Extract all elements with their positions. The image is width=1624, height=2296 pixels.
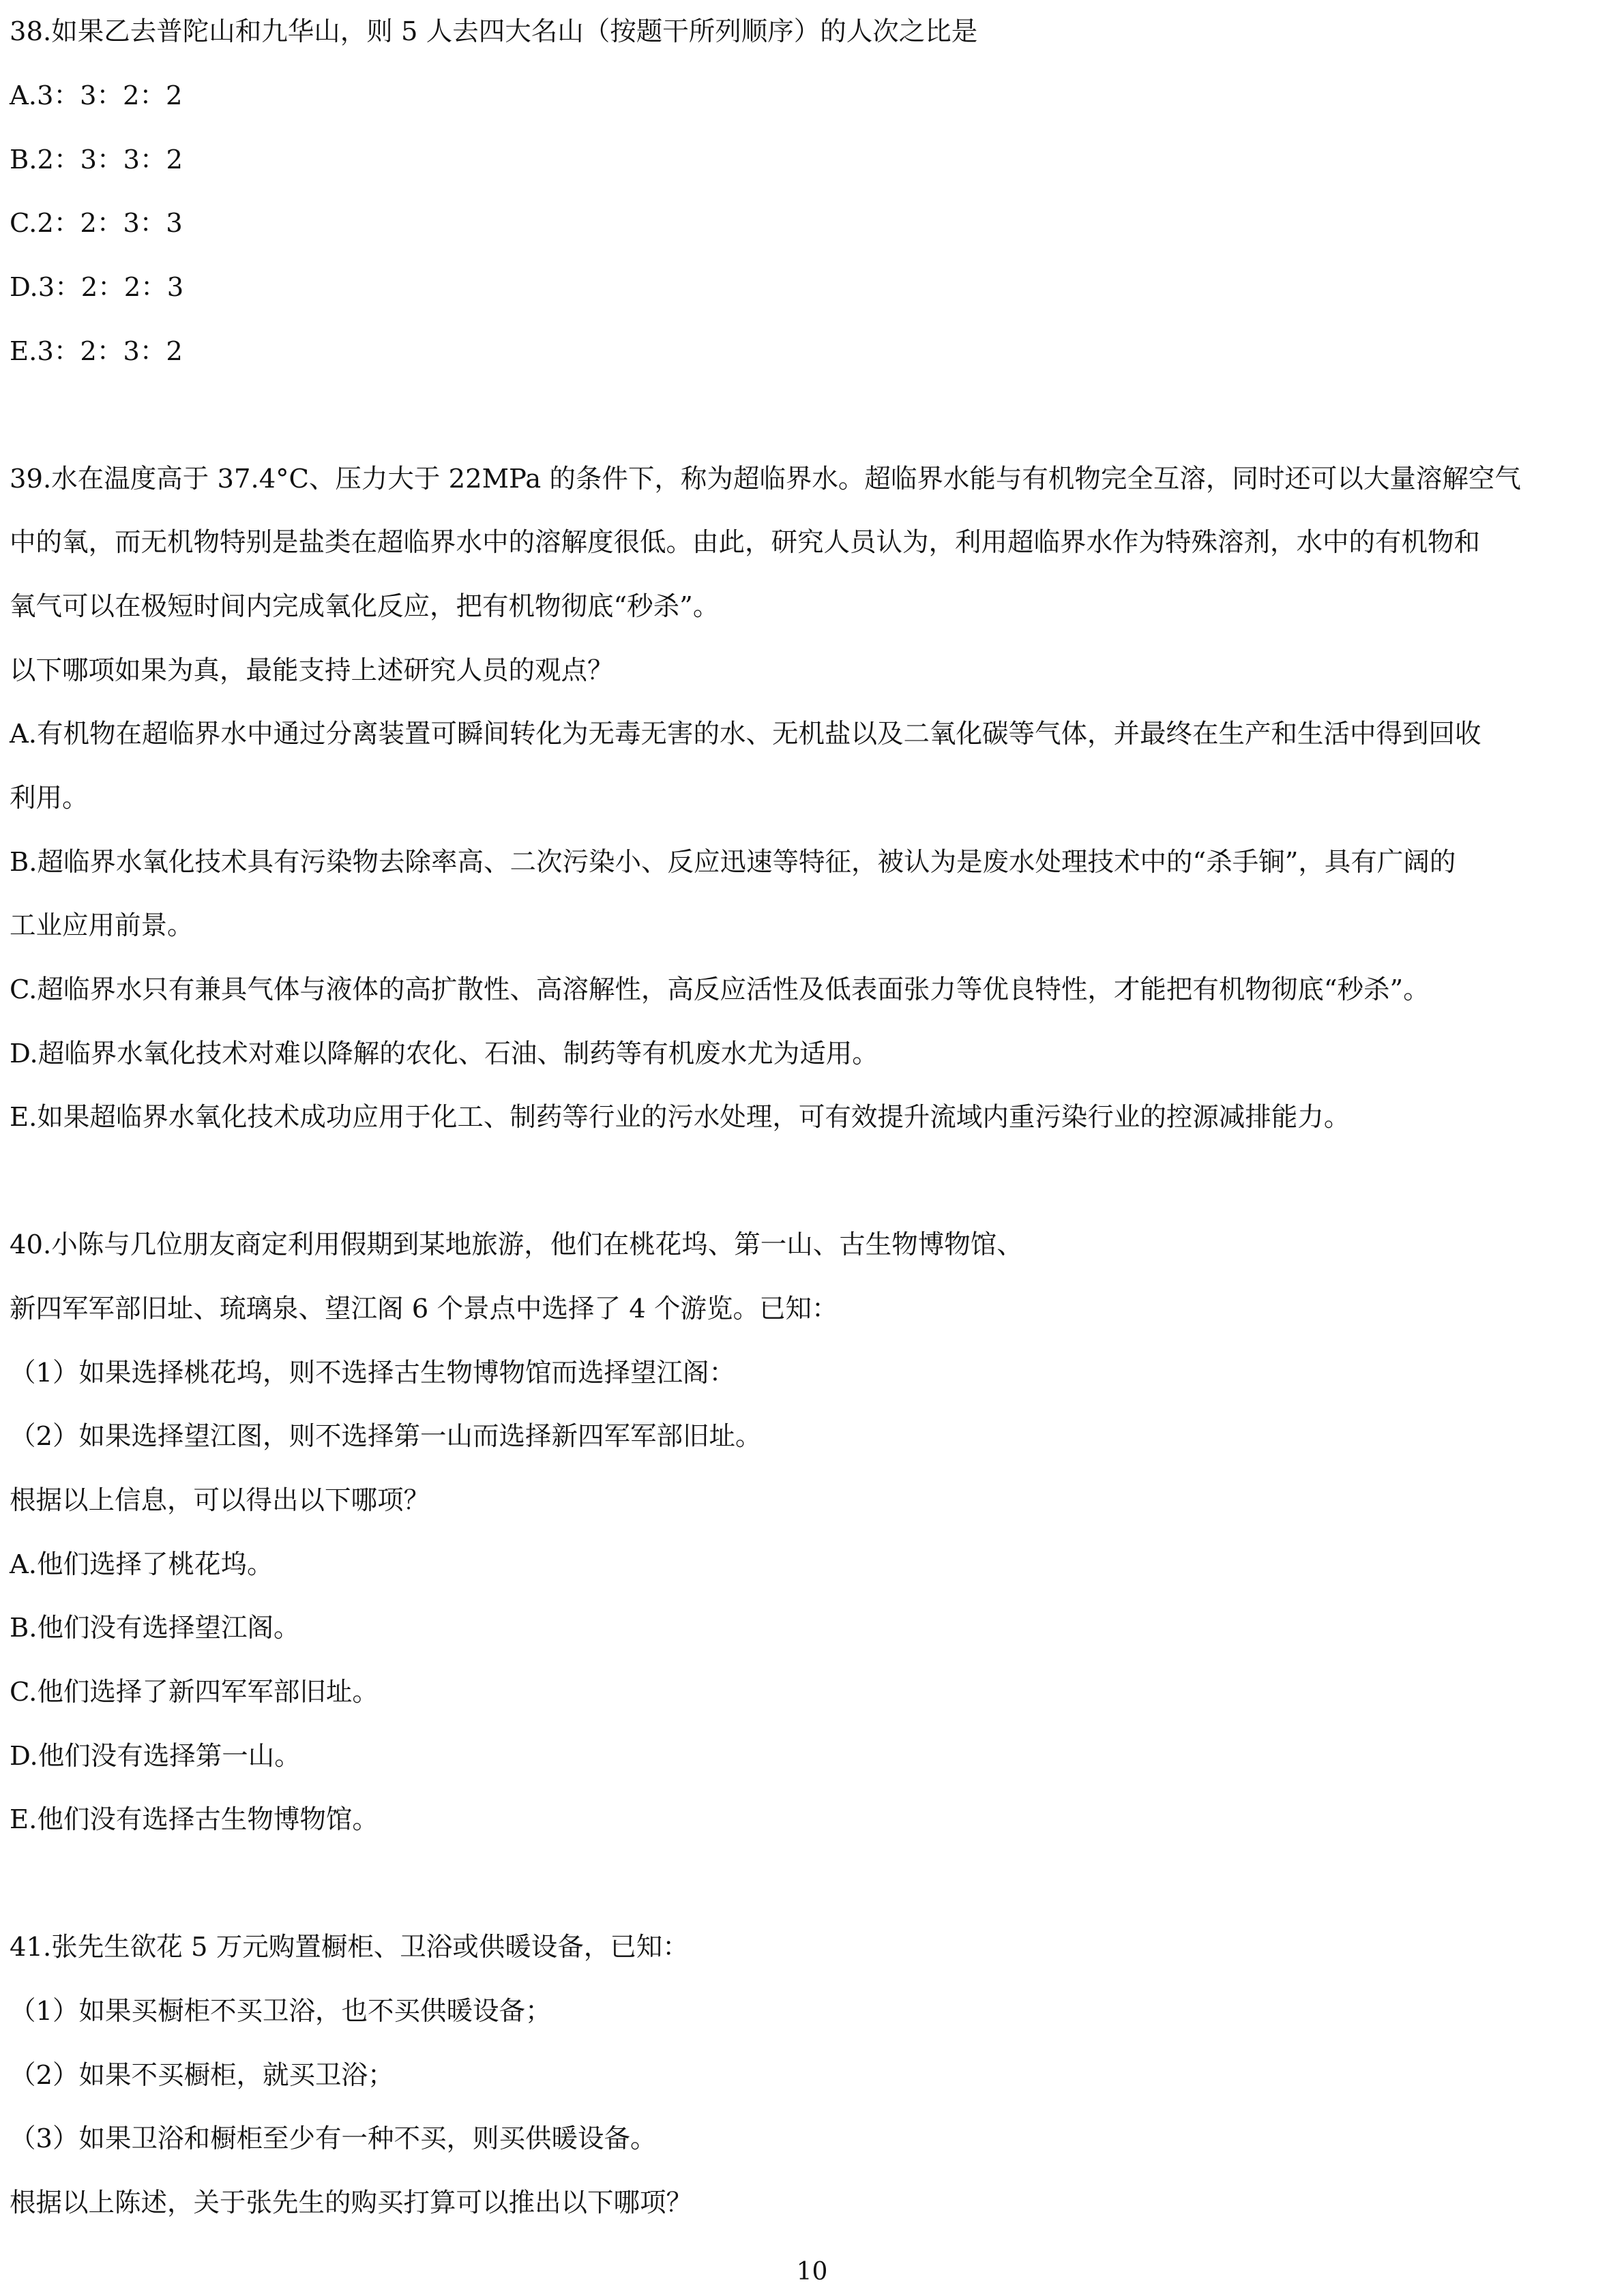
q39-option-e: E.如果超临界水氧化技术成功应用于化工、制药等行业的污水处理，可有效提升流域内重污染行业的控源减排能力。	[10, 1102, 1350, 1133]
q38-option-a: A.3：3：2：2	[10, 80, 183, 111]
q39-stem-line-3: 氧气可以在极短时间内完成氧化反应，把有机物彻底“秒杀”。	[10, 591, 720, 622]
q39-option-d: D.超临界水氧化技术对难以降解的农化、石油、制药等有机废水尤为适用。	[10, 1039, 879, 1069]
q40-option-d: D.他们没有选择第一山。	[10, 1741, 301, 1772]
q39-option-c: C.超临界水只有兼具气体与液体的高扩散性、高溶解性，高反应活性及低表面张力等优良特性，才能把有机物彻底“秒杀”。	[10, 974, 1430, 1005]
q41-condition-3: （3）如果卫浴和橱柜至少有一种不买，则买供暖设备。	[10, 2123, 657, 2154]
q40-condition-1: （1）如果选择桃花坞，则不选择古生物博物馆而选择望江阁：	[10, 1358, 735, 1388]
q39-option-b-cont: 工业应用前景。	[10, 910, 194, 941]
q41-stem: 41.张先生欲花 5 万元购置橱柜、卫浴或供暖设备，已知：	[10, 1932, 689, 1963]
q41-prompt: 根据以上陈述，关于张先生的购买打算可以推出以下哪项？	[10, 2188, 693, 2218]
q38-option-c: C.2：2：3：3	[10, 208, 183, 239]
q40-condition-2: （2）如果选择望江图，则不选择第一山而选择新四军军部旧址。	[10, 1421, 762, 1452]
q39-option-a: A.有机物在超临界水中通过分离装置可瞬间转化为无毒无害的水、无机盐以及二氧化碳等气体，并最终在生产和生活中得到回收	[10, 719, 1481, 749]
q40-option-b: B.他们没有选择望江阁。	[10, 1613, 300, 1643]
q39-stem-line-1: 39.水在温度高于 37.4°C、压力大于 22MPa 的条件下，称为超临界水。超临界水能与有机物完全互溶，同时还可以大量溶解空气	[10, 464, 1521, 494]
q38-stem: 38.如果乙去普陀山和九华山，则 5 人去四大名山（按题干所列顺序）的人次之比是	[10, 16, 978, 47]
q39-option-a-cont: 利用。	[10, 783, 89, 814]
q41-condition-1: （1）如果买橱柜不买卫浴，也不买供暖设备；	[10, 1996, 552, 2027]
q39-prompt: 以下哪项如果为真，最能支持上述研究人员的观点？	[10, 655, 614, 686]
q38-option-b: B.2：3：3：2	[10, 145, 183, 175]
q40-prompt: 根据以上信息，可以得出以下哪项？	[10, 1485, 430, 1516]
q40-option-a: A.他们选择了桃花坞。	[10, 1549, 274, 1580]
q40-stem-line-2: 新四军军部旧址、琉璃泉、望江阁 6 个景点中选择了 4 个游览。已知：	[10, 1294, 838, 1324]
q40-option-e: E.他们没有选择古生物博物馆。	[10, 1804, 379, 1835]
q40-option-c: C.他们选择了新四军军部旧址。	[10, 1677, 379, 1708]
q39-stem-line-2: 中的氧，而无机物特别是盐类在超临界水中的溶解度很低。由此，研究人员认为，利用超临界水作为特殊溶剂，水中的有机物和	[10, 527, 1481, 558]
q40-stem-line-1: 40.小陈与几位朋友商定利用假期到某地旅游，他们在桃花坞、第一山、古生物博物馆、	[10, 1229, 1023, 1260]
q39-option-b: B.超临界水氧化技术具有污染物去除率高、二次污染小、反应迅速等特征，被认为是废水处理技术中的“杀手锏”，具有广阔的	[10, 847, 1456, 878]
page-number: 10	[796, 2258, 828, 2286]
q41-condition-2: （2）如果不买橱柜，就买卫浴；	[10, 2060, 394, 2091]
q38-option-e: E.3：2：3：2	[10, 336, 183, 367]
q38-option-d: D.3：2：2：3	[10, 272, 184, 303]
